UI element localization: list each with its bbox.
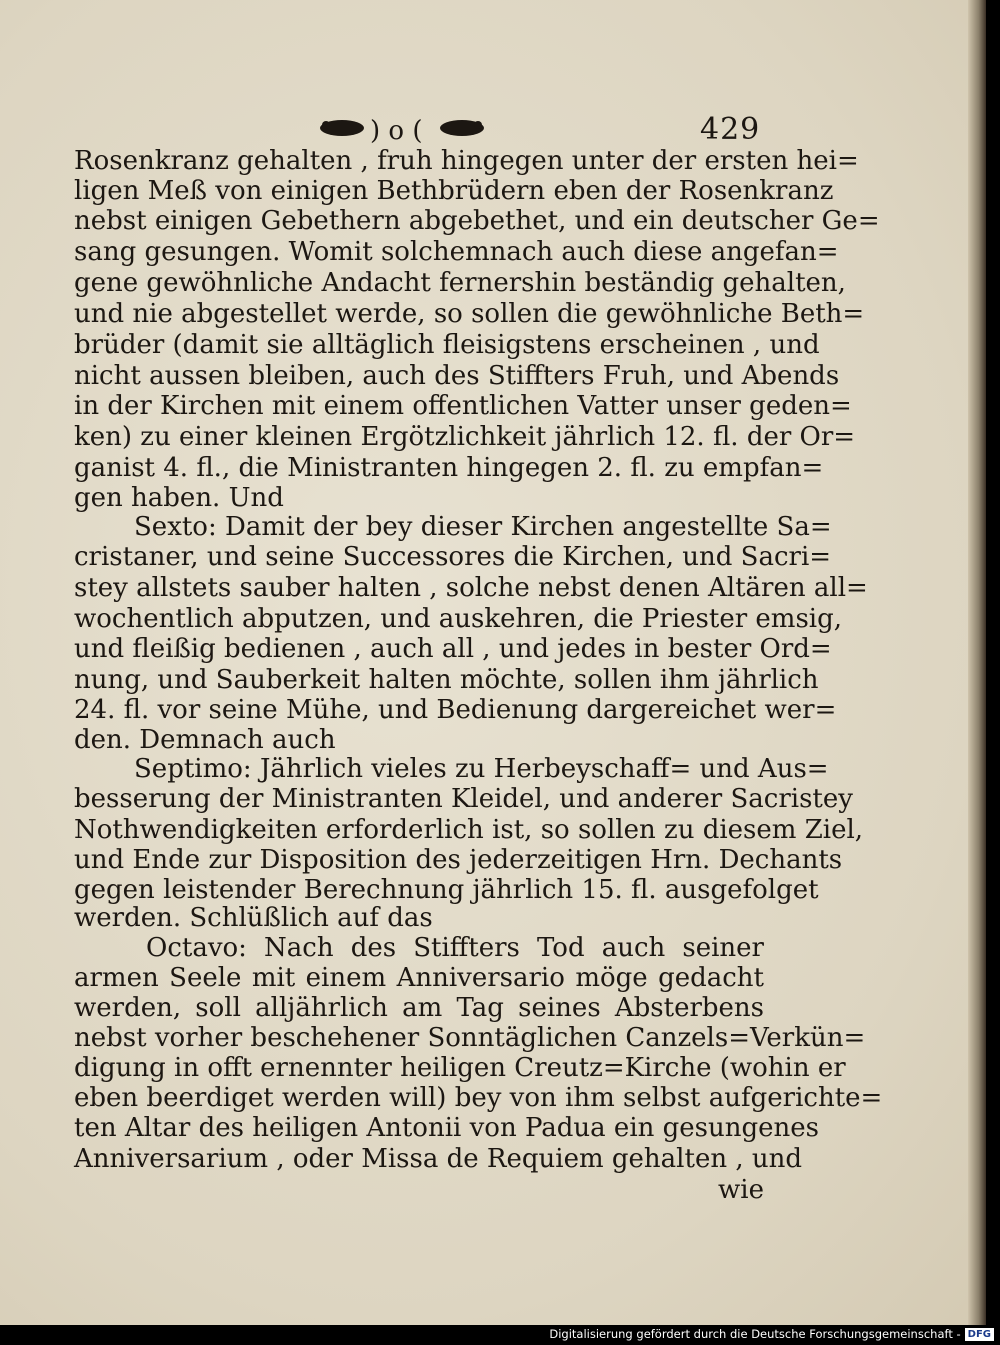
svg-text:) o (: ) o ( <box>370 116 423 146</box>
text-line: ten Altar des heiligen Antonii von Padua ein gesungenes <box>74 1113 820 1143</box>
catchword: wie <box>718 1175 764 1205</box>
text-line: ken) zu einer kleinen Ergötzlichkeit jährlich 12. fl. der Or= <box>74 422 856 452</box>
text-line: brüder (damit sie alltäglich fleisigstens erscheinen , und <box>74 330 820 360</box>
text-line: nebst einigen Gebethern abgebethet, und ein deutscher Ge= <box>74 206 880 236</box>
credit-text: Digitalisierung gefördert durch die Deutsche Forschungsgemeinschaft - <box>549 1327 961 1341</box>
header-ornament <box>312 112 492 148</box>
text-line: Sexto: Damit der bey dieser Kirchen angestellte Sa= <box>134 512 832 542</box>
text-line: ligen Meß von einigen Bethbrüdern eben der Rosenkranz <box>74 176 834 206</box>
text-line: wochentlich abputzen, und auskehren, die Priester emsig, <box>74 604 843 634</box>
text-line: besserung der Ministranten Kleidel, und anderer Sacristey <box>74 784 853 814</box>
book-spine-edge <box>968 0 986 1325</box>
text-line: werden, soll alljährlich am Tag seines Absterbens <box>74 993 764 1023</box>
text-line: gen haben. Und <box>74 483 284 513</box>
text-line: stey allstets sauber halten , solche nebst denen Altären all= <box>74 573 868 603</box>
text-line: Octavo: Nach des Stiffters Tod auch seiner <box>146 933 764 963</box>
page-number: 429 <box>700 112 761 147</box>
text-line: 24. fl. vor seine Mühe, und Bedienung dargereichet wer= <box>74 695 837 725</box>
text-line: in der Kirchen mit einem offentlichen Vatter unser geden= <box>74 391 852 421</box>
text-line: ganist 4. fl., die Ministranten hingegen 2. fl. zu empfan= <box>74 453 824 483</box>
text-line: und nie abgestellet werde, so sollen die gewöhnliche Beth= <box>74 299 865 329</box>
text-line: und fleißig bedienen , auch all , und jedes in bester Ord= <box>74 634 832 664</box>
text-line: cristaner, und seine Successores die Kirchen, und Sacri= <box>74 542 832 572</box>
text-line: gegen leistender Berechnung jährlich 15. fl. ausgefolget <box>74 875 819 905</box>
text-line: armen Seele mit einem Anniversario möge gedacht <box>74 963 764 993</box>
text-line: eben beerdiget werden will) bey von ihm selbst aufgerichte= <box>74 1083 883 1113</box>
text-line: nicht aussen bleiben, auch des Stiffters Fruh, und Abends <box>74 361 840 391</box>
text-line: nung, und Sauberkeit halten möchte, sollen ihm jährlich <box>74 665 819 695</box>
text-line: Anniversarium , oder Missa de Requiem gehalten , und <box>74 1144 802 1174</box>
text-line: werden. Schlüßlich auf das <box>74 903 433 933</box>
text-line: Septimo: Jährlich vieles zu Herbeyschaff= und Aus= <box>134 754 829 784</box>
text-line: und Ende zur Disposition des jederzeitigen Hrn. Dechants <box>74 845 843 875</box>
text-line: nebst vorher beschehener Sonntäglichen Canzels=Verkün= <box>74 1023 866 1053</box>
text-line: sang gesungen. Womit solchemnach auch diese angefan= <box>74 237 839 267</box>
text-line: den. Demnach auch <box>74 725 336 755</box>
text-line: Nothwendigkeiten erforderlich ist, so sollen zu diesem Ziel, <box>74 815 864 845</box>
text-line: gene gewöhnliche Andacht fernershin beständig gehalten, <box>74 268 846 298</box>
digitization-credit <box>549 1326 994 1342</box>
dfg-logo[interactable]: DFG <box>965 1328 994 1341</box>
text-line: Rosenkranz gehalten , fruh hingegen unter der ersten hei= <box>74 146 859 176</box>
text-line: digung in offt ernennter heiligen Creutz=Kirche (wohin er <box>74 1053 846 1083</box>
